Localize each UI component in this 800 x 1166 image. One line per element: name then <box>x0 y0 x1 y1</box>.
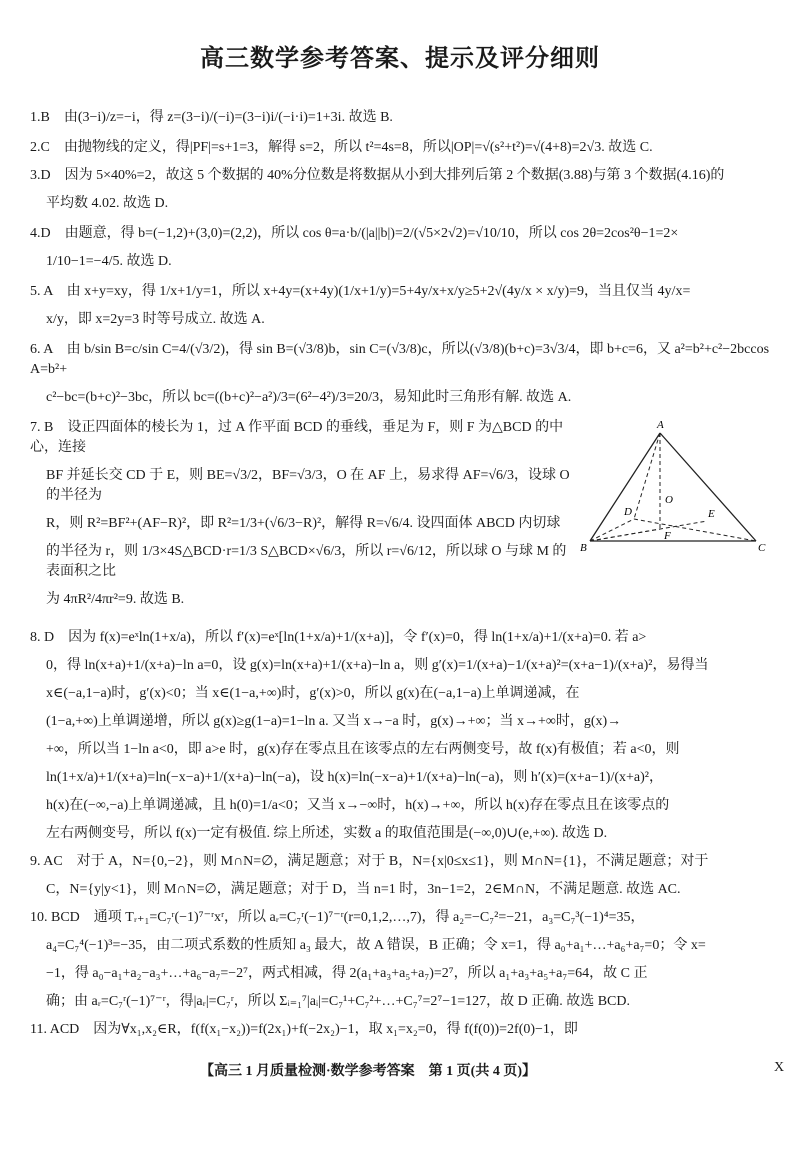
answer-10-cont: a₄=C₇⁴(−1)³=−35，由二项式系数的性质知 a₃ 最大，故 A 错误，B 正确；令 x=1，得 a₀+a₁+…+a₆+a₇=0；令 x= <box>46 938 706 953</box>
label-b: B <box>580 542 587 553</box>
label-o: O <box>665 494 673 506</box>
tetrahedron-figure <box>580 418 770 553</box>
answer-8-cont: ln(1+x/a)+1/(x+a)=ln(−x−a)+1/(x+a)−ln(−a)，设 h(x)=ln(−x−a)+1/(x+a)−ln(−a)，则 h′(x)=(x+a−1)/(x+a)²， <box>46 770 663 785</box>
answer-5-cont: x/y，即 x=2y=3 时等号成立. 故选 A. <box>46 312 265 327</box>
answer-8-cont: +∞，所以当 1−ln a<0，即 a>e 时，g(x)存在零点且在该零点的左右两侧变号，故 f(x)有极值；若 a<0，则 <box>46 742 680 757</box>
answer-8-cont: h(x)在(−∞,−a)上单调递减，且 h(0)=1/a<0；又当 x→−∞时，h(x)→+∞，所以 h(x)存在零点且在该零点的 <box>46 798 670 813</box>
label-f: F <box>664 530 671 542</box>
label-d: D <box>624 506 632 518</box>
answer-2: 2.C 由抛物线的定义，得|PF|=s+1=3，解得 s=2，所以 t²=4s=8，所以|OP|=√(s²+t²)=√(4+8)=2√3. 故选 C. <box>30 140 653 155</box>
answer-4: 4.D 由题意，得 b=(−1,2)+(3,0)=(2,2)，所以 cos θ=a·b/(|a||b|)=2/(√5×2√2)=√10/10，所以 cos 2θ=2cos²θ−1=2× <box>30 226 679 241</box>
page-title: 高三数学参考答案、提示及评分细则 <box>200 46 600 72</box>
answer-8-cont: (1−a,+∞)上单调递增，所以 g(x)≥g(1−a)=1−ln a. 又当 x→−a 时，g(x)→+∞；当 x→+∞时，g(x)→ <box>46 714 622 729</box>
answer-7-block <box>30 418 770 618</box>
answer-1: 1.B 由(3−i)/z=−i，得 z=(3−i)/(−i)=(3−i)i/(−i·i)=1+3i. 故选 B. <box>30 110 393 125</box>
answer-9-cont: C，N={y|y<1}，则 M∩N=∅，满足题意；对于 D，当 n=1 时，3n−1=2，2∈M∩N，不满足题意. 故选 AC. <box>46 882 681 897</box>
page-mark: X <box>774 1060 785 1075</box>
answer-3-cont: 平均数 4.02. 故选 D. <box>46 196 169 211</box>
answer-4-cont: 1/10−1=−4/5. 故选 D. <box>46 254 172 269</box>
answer-6-cont: c²−bc=(b+c)²−3bc，所以 bc=((b+c)²−a²)/3=(6²−4²)/3=20/3，易知此时三角形有解. 故选 A. <box>46 390 572 405</box>
answer-list <box>30 108 770 1040</box>
answer-3: 3.D 因为 5×40%=2，故这 5 个数据的 40%分位数是将数据从小到大排列后第 2 个数据(3.88)与第 3 个数据(4.16)的 <box>30 168 725 183</box>
page-footer: 【高三 1 月质量检测·数学参考答案 第 1 页(共 4 页)】 <box>200 1064 536 1079</box>
answer-8-cont: 0，得 ln(x+a)+1/(x+a)−ln a=0，设 g(x)=ln(x+a)+1/(x+a)−ln a，则 g′(x)=1/(x+a)−1/(x+a)²=(x+a−1)/(x+a)²，易得当 <box>46 658 709 673</box>
answer-9: 9. AC 对于 A，N={0,−2}，则 M∩N=∅，满足题意；对于 B，N={x|0≤x≤1}，则 M∩N={1}，不满足题意；对于 <box>30 854 709 869</box>
label-e: E <box>708 508 715 520</box>
answer-10: 10. BCD 通项 Tᵣ₊₁=C₇ʳ(−1)⁷⁻ʳxʳ，所以 aᵣ=C₇ʳ(−1)⁷⁻ʳ(r=0,1,2,…,7)，得 a₂=−C₇²=−21，a₃=C₇³(−1)⁴=35， <box>30 910 645 925</box>
label-c: C <box>758 542 766 553</box>
label-a: A <box>657 419 664 431</box>
answer-7-cont: 为 4πR²/4πr²=9. 故选 B. <box>46 592 185 607</box>
answer-7-cont: BF 并延长交 CD 于 E，则 BE=√3/2，BF=√3/3，O 在 AF 上，易求得 AF=√6/3，设球 O 的半径为 <box>46 468 570 503</box>
answer-7: 7. B 设正四面体的棱长为 1，过 A 作平面 BCD 的垂线，垂足为 F，则 F 为△BCD 的中心，连接 <box>30 420 564 455</box>
footer-row <box>0 1056 800 1086</box>
answer-7-cont: R，则 R²=BF²+(AF−R)²，即 R²=1/3+(√6/3−R)²，解得 R=√6/4. 设四面体 ABCD 内切球 <box>46 516 561 531</box>
answer-10-cont: −1，得 a₀−a₁+a₂−a₃+…+a₆−a₇=−2⁷，两式相减，得 2(a₁+a₃+a₅+a₇)=2⁷，所以 a₁+a₃+a₅+a₇=64，故 C 正 <box>46 966 648 981</box>
answer-8-cont: x∈(−a,1−a)时，g′(x)<0；当 x∈(1−a,+∞)时，g′(x)>0，所以 g(x)在(−a,1−a)上单调递减，在 <box>46 686 580 701</box>
answer-11: 11. ACD 因为∀x₁,x₂∈R，f(f(x₁−x₂))=f(2x₁)+f(−2x₂)−1，取 x₁=x₂=0，得 f(f(0))=2f(0)−1，即 <box>30 1022 578 1037</box>
answer-6: 6. A 由 b/sin B=c/sin C=4/(√3/2)，得 sin B=(√3/8)b，sin C=(√3/8)c，所以(√3/8)(b+c)=3√3/4，即 b+c=6，又 a²=b²+c²−2bccos A=b²+ <box>30 342 770 377</box>
answer-10-cont: 确；由 aᵣ=C₇ʳ(−1)⁷⁻ʳ，得|aᵣ|=C₇ʳ，所以 Σᵢ₌₁⁷|aᵢ|=C₇¹+C₇²+…+C₇⁷=2⁷−1=127，故 D 正确. 故选 BCD. <box>46 994 630 1009</box>
answer-5: 5. A 由 x+y=xy，得 1/x+1/y=1，所以 x+4y=(x+4y)(1/x+1/y)=5+4y/x+x/y≥5+2√(4y/x × x/y)=9，当且仅当 4y/x= <box>30 284 691 299</box>
answer-7-cont: 的半径为 r，则 1/3×4S△BCD·r=1/3 S△BCD×√6/3，所以 r=√6/12，所以球 O 与球 M 的表面积之比 <box>46 544 567 579</box>
answer-8: 8. D 因为 f(x)=eˣln(1+x/a)，所以 f′(x)=eˣ[ln(1+x/a)+1/(x+a)]，令 f′(x)=0，得 ln(1+x/a)+1/(x+a)=0. 若 a> <box>30 630 647 645</box>
answer-8-cont: 左右两侧变号，所以 f(x)一定有极值. 综上所述，实数 a 的取值范围是(−∞,0)∪(e,+∞). 故选 D. <box>46 826 608 841</box>
